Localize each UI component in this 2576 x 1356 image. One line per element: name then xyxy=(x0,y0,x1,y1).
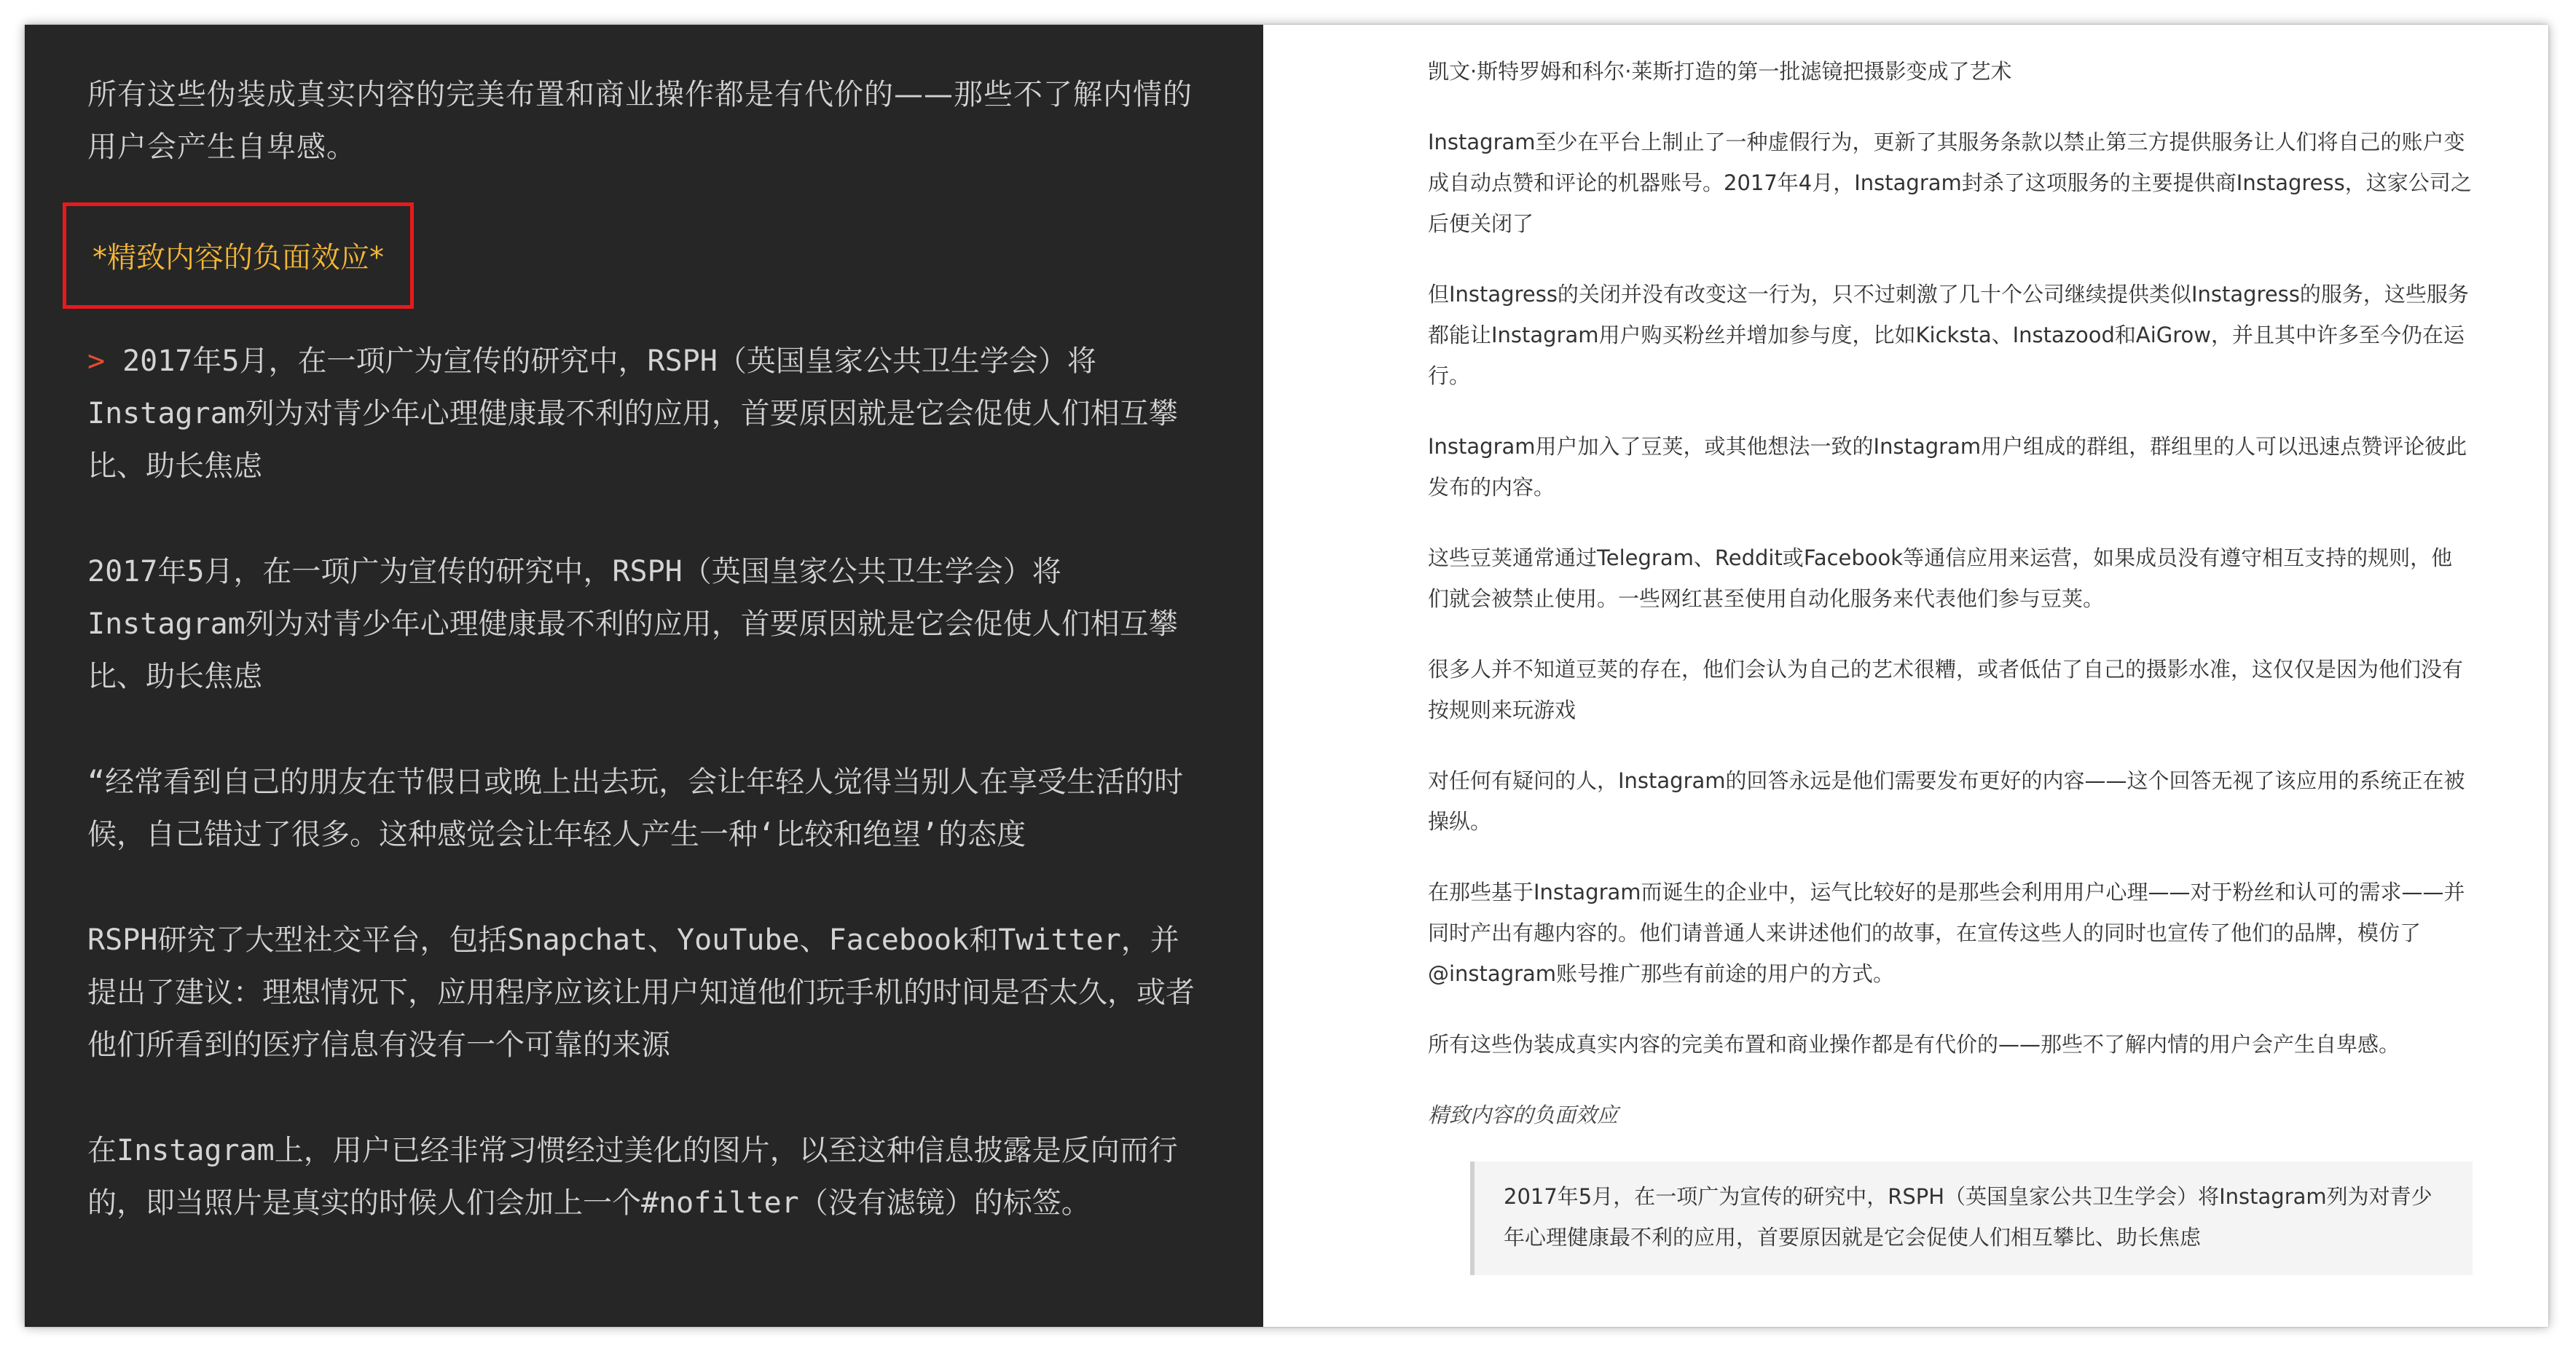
heading-marker-close: * xyxy=(369,241,384,275)
preview-blockquote: 2017年5月，在一项广为宣传的研究中，RSPH（英国皇家公共卫生学会）将Instagram列为对青少年心理健康最不利的应用，首要原因就是它会促使人们相互攀比、助长焦虑 xyxy=(1470,1162,2473,1275)
editor-paragraph: 2017年5月，在一项广为宣传的研究中，RSPH（英国皇家公共卫生学会）将Instagram列为对青少年心理健康最不利的应用，首要原因就是它会促使人们相互攀比、助长焦虑 xyxy=(87,555,1178,693)
editor-blockquote-line xyxy=(87,335,1205,492)
app-window xyxy=(25,25,2548,1327)
preview-paragraph: 所有这些伪装成真实内容的完美布置和商业操作都是有代价的——那些不了解内情的用户会产生自卑感。 xyxy=(1428,1032,2400,1057)
editor-blockquote-text: 2017年5月，在一项广为宣传的研究中，RSPH（英国皇家公共卫生学会）将Instagram列为对青少年心理健康最不利的应用，首要原因就是它会促使人们相互攀比、助长焦虑 xyxy=(87,344,1178,483)
preview-paragraph: 凯文·斯特罗姆和科尔·莱斯打造的第一批滤镜把摄影变成了艺术 xyxy=(1428,59,2012,84)
preview-paragraph: 但Instagress的关闭并没有改变这一行为，只不过刺激了几十个公司继续提供类似Instagress的服务，这些服务都能让Instagram用户购买粉丝并增加参与度，比如Kicksta、Instazood和AiGrow，并且其中许多至今仍在运行。 xyxy=(1428,282,2469,388)
preview-paragraph: 这些豆荚通常通过Telegram、Reddit或Facebook等通信应用来运营，如果成员没有遵守相互支持的规则，他们就会被禁止使用。一些网红甚至使用自动化服务来代表他们参与豆荚。 xyxy=(1428,545,2453,611)
preview-heading: 精致内容的负面效应 xyxy=(1428,1103,1619,1127)
editor-paragraph: RSPH研究了大型社交平台，包括Snapchat、YouTube、Facebook和Twitter，并提出了建议：理想情况下，应用程序应该让用户知道他们玩手机的时间是否太久，或者他们所看到的医疗信息有没有一个可靠的来源 xyxy=(87,923,1195,1062)
editor-paragraph: “经常看到自己的朋友在节假日或晚上出去玩，会让年轻人觉得当别人在享受生活的时候，自己错过了很多。这种感觉会让年轻人产生一种‘比较和绝望’的态度 xyxy=(87,765,1184,851)
heading-marker-open: * xyxy=(93,241,107,275)
markdown-preview-pane xyxy=(1263,25,2548,1327)
preview-paragraph: 很多人并不知道豆荚的存在，他们会认为自己的艺术很糟，或者低估了自己的摄影水准，这仅仅是因为他们没有按规则来玩游戏 xyxy=(1428,657,2464,722)
preview-paragraph: 对任何有疑问的人，Instagram的回答永远是他们需要发布更好的内容——这个回答无视了该应用的系统正在被操纵。 xyxy=(1428,768,2465,834)
preview-paragraph: 在那些基于Instagram而诞生的企业中，运气比较好的是那些会利用用户心理——对于粉丝和认可的需求——并同时产出有趣内容的。他们请普通人来讲述他们的故事，在宣传这些人的同时也宣传了他们的品牌，模仿了@instagram账号推广那些有前途的用户的方式。 xyxy=(1428,880,2465,986)
editor-paragraph: 在Instagram上，用户已经非常习惯经过美化的图片，以至这种信息披露是反向而行的，即当照片是真实的时候人们会加上一个#nofilter（没有滤镜）的标签。 xyxy=(87,1134,1178,1220)
preview-paragraph: Instagram用户加入了豆荚，或其他想法一致的Instagram用户组成的群组，群组里的人可以迅速点赞评论彼此发布的内容。 xyxy=(1428,434,2467,500)
preview-paragraph: Instagram至少在平台上制止了一种虚假行为，更新了其服务条款以禁止第三方提供服务让人们将自己的账户变成自动点赞和评论的机器账号。2017年4月，Instagram封杀了这项服务的主要提供商Instagress，这家公司之后便关闭了 xyxy=(1428,130,2472,236)
markdown-editor-pane[interactable] xyxy=(25,25,1263,1327)
blockquote-marker: > xyxy=(87,344,106,378)
editor-intro-paragraph: 所有这些伪装成真实内容的完美布置和商业操作都是有代价的——那些不了解内情的用户会产生自卑感。 xyxy=(87,78,1193,164)
editor-heading: 精致内容的负面效应 xyxy=(107,241,369,275)
highlighted-heading-box xyxy=(63,202,414,309)
